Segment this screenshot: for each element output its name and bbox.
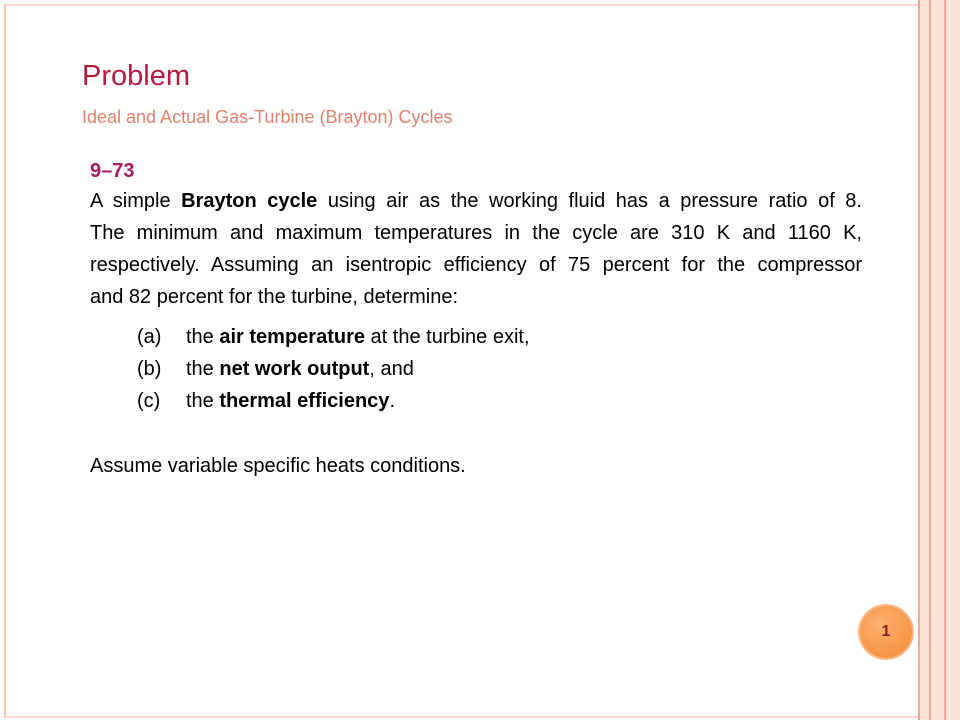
item-text-part: the — [186, 390, 220, 412]
question-list — [137, 321, 837, 417]
item-text-part: at the turbine exit, — [364, 326, 530, 348]
item-text — [186, 353, 414, 385]
list-item — [137, 353, 837, 385]
slide-subtitle: Ideal and Actual Gas-Turbine (Brayton) Cycles — [82, 107, 453, 127]
list-item — [137, 385, 837, 417]
statement-text: using air as the working fluid has a pressure ratio of 8. — [317, 190, 862, 212]
page-number-badge — [858, 604, 914, 660]
item-label: (c) — [137, 390, 161, 412]
problem-number: 9–73 — [90, 160, 135, 182]
item-text-part: the — [186, 358, 220, 380]
slide-title: Problem — [82, 60, 190, 92]
list-item — [137, 321, 837, 353]
statement-line: respectively. Assuming an isentropic efficiency of 75 percent for the compressor — [90, 254, 862, 276]
assumption-note: Assume variable specific heats conditions. — [90, 455, 466, 477]
item-bold-text: net work output — [219, 358, 370, 380]
statement-line: The minimum and maximum temperatures in the cycle are 310 K and 1160 K, — [90, 222, 862, 244]
stripe-line — [929, 0, 931, 720]
statement-text: A simple — [90, 190, 182, 212]
decorative-stripes — [918, 0, 960, 720]
stripe-line — [918, 0, 920, 720]
item-bold-text: thermal efficiency — [219, 390, 390, 412]
statement-bold-text: Brayton cycle — [181, 190, 318, 212]
item-text — [186, 385, 395, 417]
item-text — [186, 321, 530, 353]
item-label: (b) — [137, 358, 162, 380]
item-text-part: . — [389, 390, 395, 412]
item-text-part: , and — [369, 358, 414, 380]
problem-statement — [90, 185, 862, 313]
item-label: (a) — [137, 326, 162, 348]
page-number: 1 — [881, 623, 891, 640]
item-bold-text: air temperature — [219, 326, 365, 348]
stripe-line — [944, 0, 946, 720]
item-text-part: the — [186, 326, 220, 348]
statement-line: and 82 percent for the turbine, determine: — [90, 286, 459, 308]
statement-line — [90, 185, 862, 217]
